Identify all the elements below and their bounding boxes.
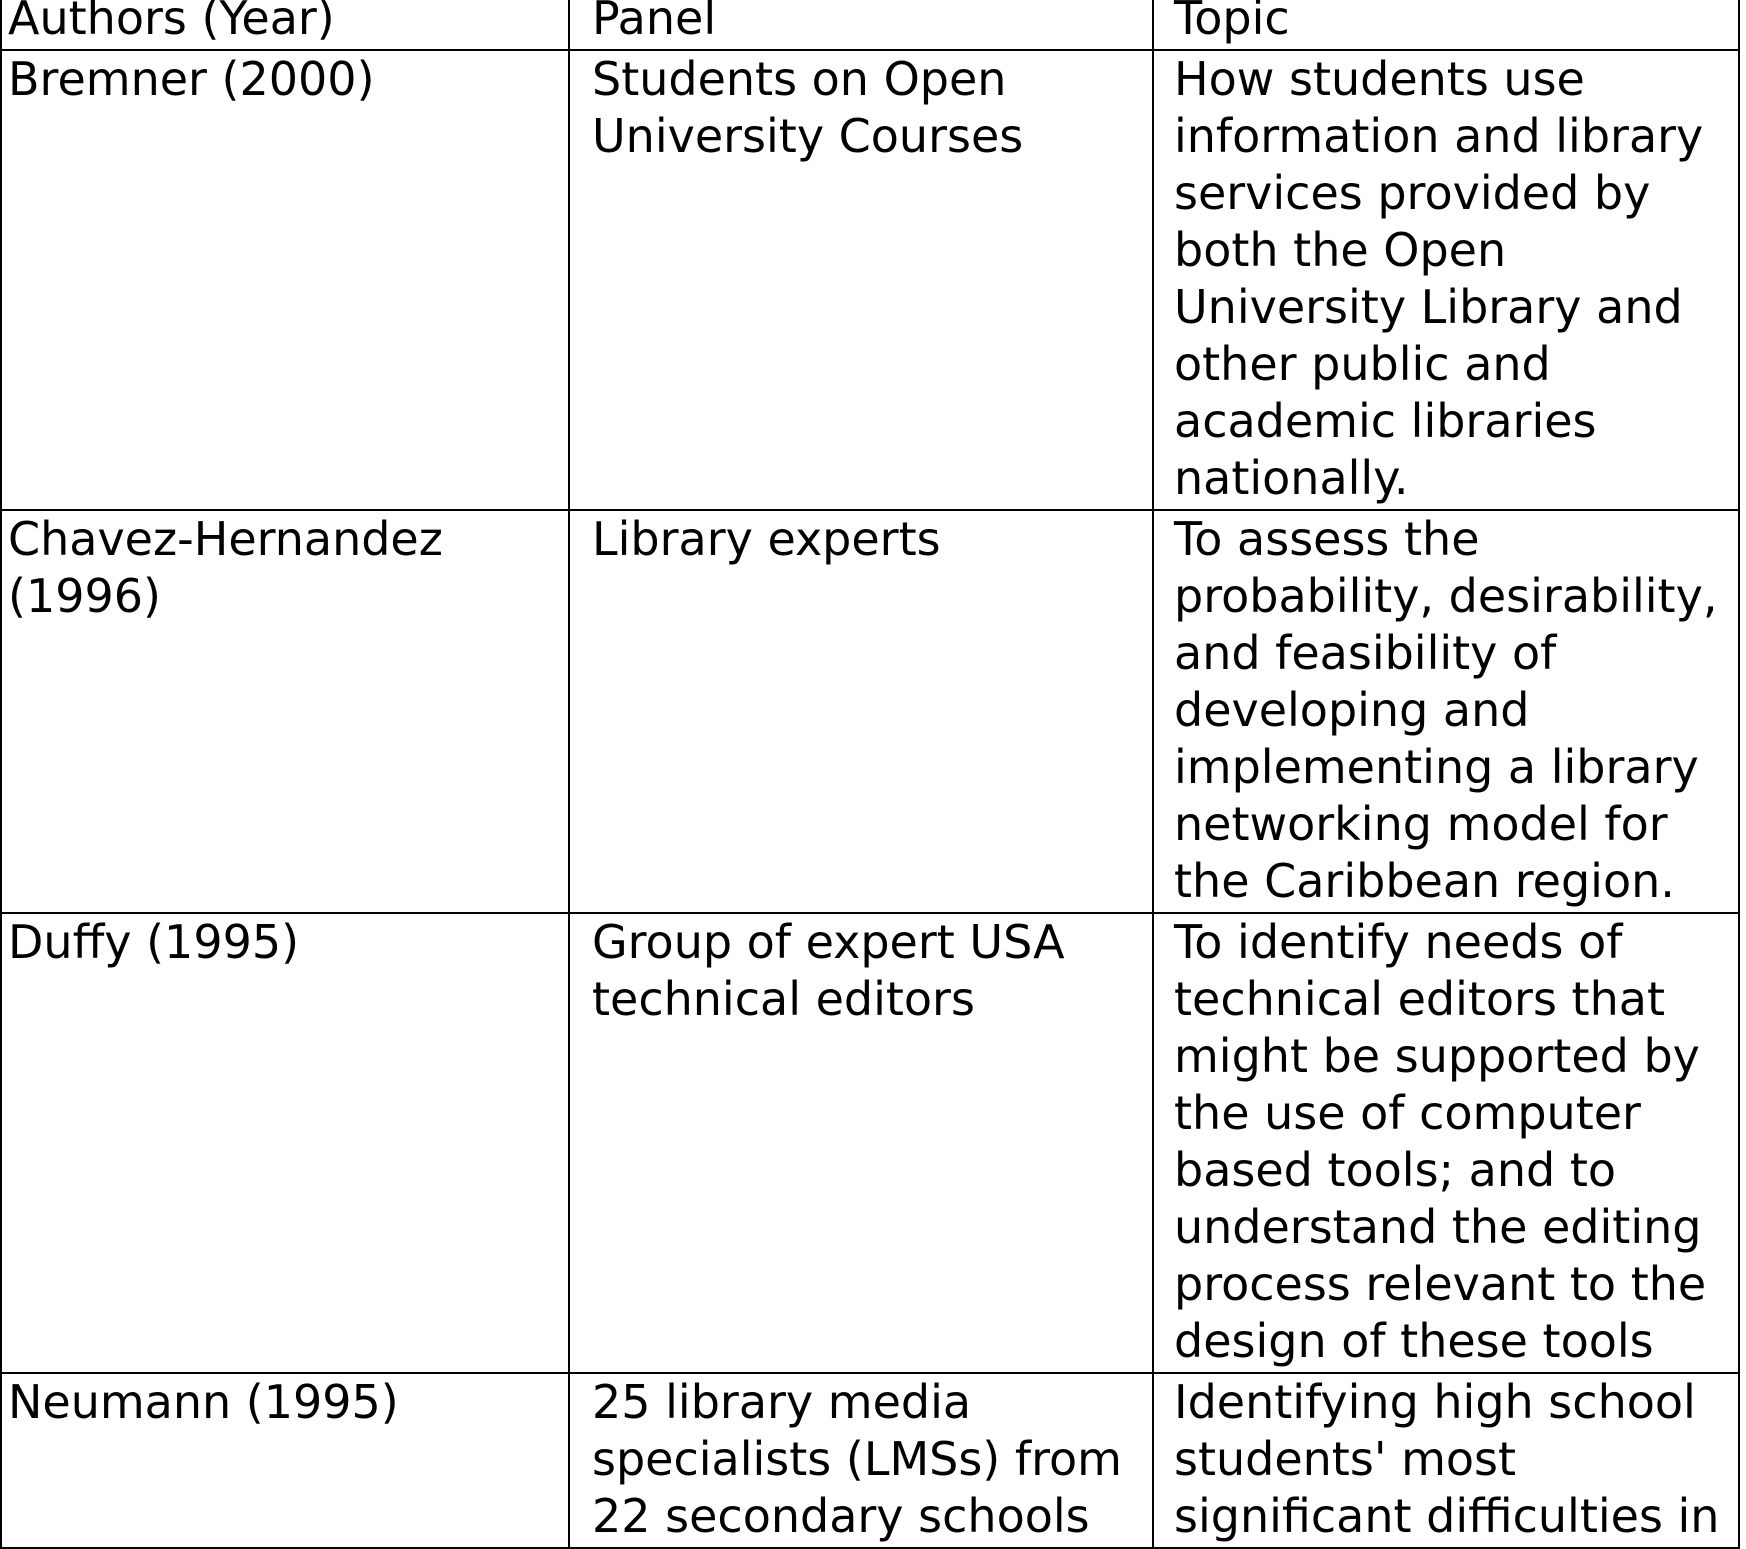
header-authors-year: Authors (Year): [1, 0, 569, 50]
cell-topic: Identifying high school students' most significant difficulties in: [1153, 1373, 1739, 1548]
header-row: [1, 0, 1739, 50]
table-body: [1, 50, 1739, 1548]
header-topic: Topic: [1153, 0, 1739, 50]
table-row: [1, 1373, 1739, 1548]
cell-topic: To identify needs of technical editors that might be supported by the use of computer based tools; and to understand the editing process relevant to the design of these tools: [1153, 913, 1739, 1373]
table-row: [1, 50, 1739, 510]
table-header: [1, 0, 1739, 50]
table-row: [1, 510, 1739, 913]
cell-topic: To assess the probability, desirability, and feasibility of developing and implementing a library networking model for the Caribbean region.: [1153, 510, 1739, 913]
cell-panel: Students on Open University Courses: [569, 50, 1153, 510]
cell-panel: 25 library media specialists (LMSs) from 22 secondary schools: [569, 1373, 1153, 1548]
table-row: [1, 913, 1739, 1373]
cell-authors: Chavez-Hernandez (1996): [1, 510, 569, 913]
cell-authors: Duffy (1995): [1, 913, 569, 1373]
cell-panel: Group of expert USA technical editors: [569, 913, 1153, 1373]
cell-authors: Bremner (2000): [1, 50, 569, 510]
cell-authors: Neumann (1995): [1, 1373, 569, 1548]
cell-panel: Library experts: [569, 510, 1153, 913]
cell-topic: How students use information and library services provided by both the Open University Library and other public and academic libraries nationally.: [1153, 50, 1739, 510]
header-panel: Panel: [569, 0, 1153, 50]
